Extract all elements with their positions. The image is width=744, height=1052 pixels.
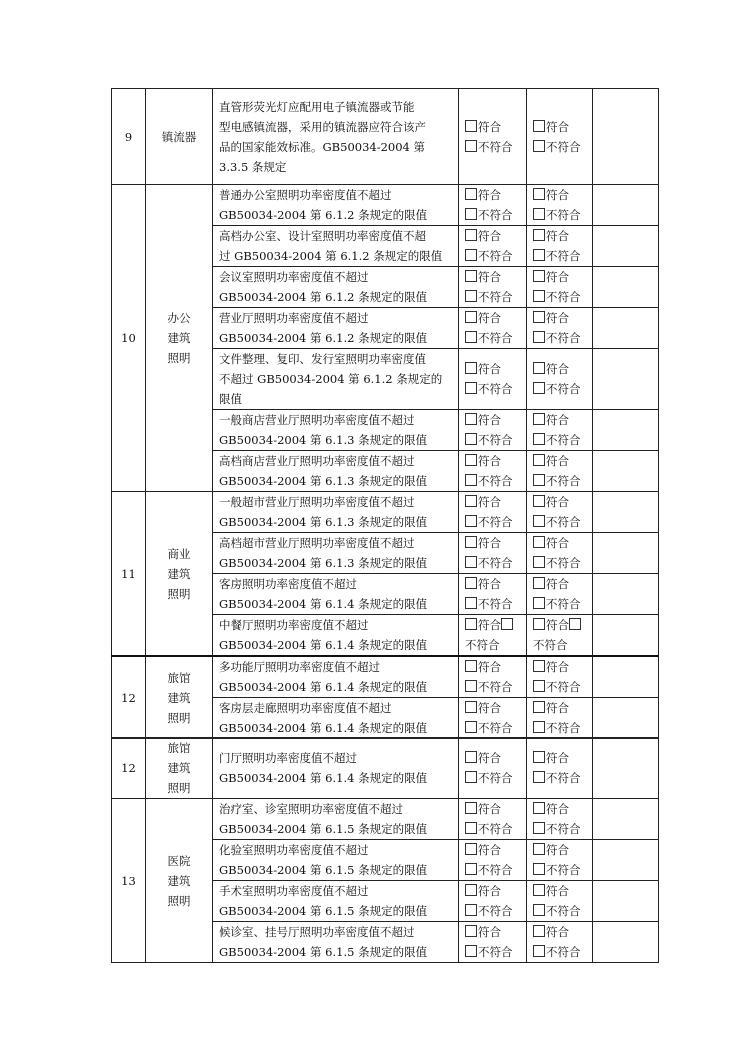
requirement-cell: 一般商店营业厅照明功率密度值不超过 GB50034-2004 第 6.1.3 条规定的限值 (213, 410, 459, 451)
pass-checkbox[interactable]: 符合 (533, 840, 592, 860)
fail-checkbox[interactable]: 不符合 (533, 594, 592, 614)
pass-checkbox[interactable]: 符合 (465, 117, 526, 137)
fail-checkbox[interactable]: 不符合 (533, 677, 592, 697)
requirement-cell: 候诊室、挂号厅照明功率密度值不超过 GB50034-2004 第 6.1.5 条规定的限值 (213, 922, 459, 963)
fail-checkbox[interactable]: 不符合 (533, 328, 592, 348)
check-cell-b (527, 881, 593, 922)
requirement-cell: 手术室照明功率密度值不超过 GB50034-2004 第 6.1.5 条规定的限值 (213, 881, 459, 922)
check-cell-b (527, 226, 593, 267)
fail-checkbox[interactable]: 不符合 (533, 430, 592, 450)
check-cell-b (527, 799, 593, 840)
remark-cell (593, 89, 659, 185)
remark-cell (593, 840, 659, 881)
fail-checkbox[interactable]: 不符合 (533, 287, 592, 307)
fail-checkbox[interactable]: 不符合 (465, 942, 526, 962)
check-cell-b (527, 89, 593, 185)
check-cell-b (527, 308, 593, 349)
category-cell: 旅馆 建筑 照明 (146, 656, 213, 739)
pass-checkbox[interactable]: 符合 (465, 185, 526, 205)
check-cell-b (527, 185, 593, 226)
pass-checkbox[interactable]: 符合 (465, 451, 526, 471)
fail-checkbox[interactable] (569, 618, 581, 630)
fail-checkbox[interactable]: 不符合 (465, 287, 526, 307)
remark-cell (593, 922, 659, 963)
remark-cell (593, 738, 659, 799)
fail-checkbox[interactable]: 不符合 (465, 379, 526, 399)
pass-checkbox[interactable]: 符合 (533, 748, 592, 768)
remark-cell (593, 185, 659, 226)
category-cell: 旅馆 建筑 照明 (146, 738, 213, 799)
fail-checkbox[interactable]: 不符合 (533, 553, 592, 573)
check-cell-a (459, 799, 527, 840)
requirement-cell: 直管形荧光灯应配用电子镇流器或节能 型电感镇流器，采用的镇流器应符合该产 品的国家能效标准。GB50034-2004 第 3.3.5 条规定 (213, 89, 459, 185)
fail-checkbox[interactable]: 不符合 (465, 246, 526, 266)
pass-checkbox[interactable]: 符合 (533, 267, 592, 287)
check-cell-b: 符合 不符合 (527, 615, 593, 657)
pass-checkbox[interactable]: 符合 (465, 840, 526, 860)
pass-checkbox[interactable]: 符合 (465, 922, 526, 942)
check-cell-a (459, 840, 527, 881)
pass-checkbox[interactable]: 符合 (465, 698, 526, 718)
category-cell: 医院 建筑 照明 (146, 799, 213, 963)
pass-checkbox[interactable]: 符合 (465, 618, 501, 632)
requirement-cell: 文件整理、复印、发行室照明功率密度值 不超过 GB50034-2004 第 6.1.2 条规定的 限值 (213, 349, 459, 410)
pass-checkbox[interactable]: 符合 (533, 922, 592, 942)
row-number: 10 (112, 185, 146, 492)
table-row-9 (112, 89, 659, 185)
check-cell-b (527, 349, 593, 410)
remark-cell (593, 656, 659, 698)
pass-checkbox[interactable]: 符合 (465, 748, 526, 768)
check-cell-a (459, 89, 527, 185)
pass-checkbox[interactable]: 符合 (533, 533, 592, 553)
requirement-cell: 化验室照明功率密度值不超过 GB50034-2004 第 6.1.5 条规定的限值 (213, 840, 459, 881)
compliance-table-2 (111, 737, 659, 963)
remark-cell (593, 881, 659, 922)
check-cell-b (527, 698, 593, 739)
requirement-cell: 营业厅照明功率密度值不超过 GB50034-2004 第 6.1.2 条规定的限值 (213, 308, 459, 349)
check-cell-b (527, 451, 593, 492)
compliance-table-1 (111, 88, 659, 739)
category-cell: 办公 建筑 照明 (146, 185, 213, 492)
fail-checkbox[interactable]: 不符合 (533, 768, 592, 788)
pass-checkbox[interactable]: 符合 (465, 359, 526, 379)
requirement-cell: 客房照明功率密度值不超过 GB50034-2004 第 6.1.4 条规定的限值 (213, 574, 459, 615)
requirement-cell: 高档办公室、设计室照明功率密度值不超 过 GB50034-2004 第 6.1.2 条规定的限值 (213, 226, 459, 267)
check-cell-b (527, 840, 593, 881)
check-cell-a (459, 656, 527, 698)
requirement-cell: 一般超市营业厅照明功率密度值不超过 GB50034-2004 第 6.1.3 条规定的限值 (213, 492, 459, 533)
pass-checkbox[interactable]: 符合 (465, 657, 526, 677)
pass-checkbox[interactable]: 符合 (465, 410, 526, 430)
check-cell-a (459, 185, 527, 226)
pass-checkbox[interactable]: 符合 (465, 267, 526, 287)
check-cell-a (459, 881, 527, 922)
pass-checkbox[interactable]: 符合 (533, 657, 592, 677)
pass-checkbox[interactable]: 符合 (465, 574, 526, 594)
fail-checkbox[interactable]: 不符合 (465, 553, 526, 573)
fail-checkbox[interactable]: 不符合 (465, 860, 526, 880)
pass-checkbox[interactable]: 符合 (465, 799, 526, 819)
fail-checkbox[interactable]: 不符合 (465, 205, 526, 225)
pass-checkbox[interactable]: 符合 (533, 799, 592, 819)
pass-checkbox[interactable]: 符合 (533, 698, 592, 718)
remark-cell (593, 267, 659, 308)
pass-checkbox[interactable]: 符合 (465, 308, 526, 328)
table-row (112, 185, 659, 226)
fail-checkbox[interactable]: 不符合 (465, 718, 526, 738)
fail-checkbox[interactable]: 不符合 (465, 594, 526, 614)
pass-checkbox[interactable]: 符合 (533, 574, 592, 594)
check-cell-a (459, 492, 527, 533)
check-cell-b (527, 922, 593, 963)
pass-checkbox[interactable]: 符合 (533, 359, 592, 379)
remark-cell (593, 533, 659, 574)
fail-checkbox[interactable]: 不符合 (533, 901, 592, 921)
pass-checkbox[interactable]: 符合 (465, 492, 526, 512)
remark-cell (593, 451, 659, 492)
check-cell-b (527, 574, 593, 615)
table-row (112, 656, 659, 698)
requirement-cell: 客房层走廊照明功率密度值不超过 GB50034-2004 第 6.1.4 条规定的限值 (213, 698, 459, 739)
table-row (112, 799, 659, 840)
row-number: 12 (112, 738, 146, 799)
pass-checkbox[interactable]: 符合 (465, 226, 526, 246)
remark-cell (593, 799, 659, 840)
fail-checkbox[interactable]: 不符合 (465, 471, 526, 491)
check-cell-a (459, 922, 527, 963)
remark-cell (593, 308, 659, 349)
requirement-cell: 治疗室、诊室照明功率密度值不超过 GB50034-2004 第 6.1.5 条规定的限值 (213, 799, 459, 840)
check-cell-b (527, 533, 593, 574)
fail-checkbox[interactable]: 不符合 (533, 718, 592, 738)
fail-checkbox[interactable] (501, 618, 513, 630)
remark-cell (593, 349, 659, 410)
pass-checkbox[interactable]: 符合 (533, 117, 592, 137)
pass-checkbox[interactable]: 符合 (533, 185, 592, 205)
fail-checkbox[interactable]: 不符合 (465, 430, 526, 450)
row-number: 11 (112, 492, 146, 657)
fail-checkbox[interactable]: 不符合 (465, 677, 526, 697)
fail-checkbox[interactable]: 不符合 (533, 205, 592, 225)
pass-checkbox[interactable]: 符合 (533, 492, 592, 512)
check-cell-a (459, 698, 527, 739)
fail-checkbox[interactable]: 不符合 (465, 901, 526, 921)
requirement-cell: 普通办公室照明功率密度值不超过 GB50034-2004 第 6.1.2 条规定的限值 (213, 185, 459, 226)
check-cell-a (459, 451, 527, 492)
check-cell-b (527, 267, 593, 308)
fail-checkbox[interactable]: 不符合 (465, 328, 526, 348)
check-cell-b (527, 656, 593, 698)
pass-checkbox[interactable]: 符合 (465, 533, 526, 553)
check-cell-a (459, 738, 527, 799)
fail-checkbox[interactable]: 不符合 (533, 860, 592, 880)
check-cell-a: 符合 不符合 (459, 615, 527, 657)
requirement-cell: 中餐厅照明功率密度值不超过 GB50034-2004 第 6.1.4 条规定的限值 (213, 615, 459, 657)
check-cell-a (459, 410, 527, 451)
fail-checkbox[interactable]: 不符合 (533, 819, 592, 839)
check-cell-a (459, 308, 527, 349)
row-number: 13 (112, 799, 146, 963)
check-cell-a (459, 349, 527, 410)
requirement-cell: 高档商店营业厅照明功率密度值不超过 GB50034-2004 第 6.1.3 条规定的限值 (213, 451, 459, 492)
fail-checkbox[interactable]: 不符合 (533, 379, 592, 399)
check-cell-b (527, 738, 593, 799)
requirement-cell: 会议室照明功率密度值不超过 GB50034-2004 第 6.1.2 条规定的限值 (213, 267, 459, 308)
requirement-cell: 高档超市营业厅照明功率密度值不超过 GB50034-2004 第 6.1.3 条规定的限值 (213, 533, 459, 574)
remark-cell (593, 615, 659, 657)
pass-checkbox[interactable]: 符合 (533, 618, 569, 632)
fail-checkbox[interactable]: 不符合 (465, 512, 526, 532)
pass-checkbox[interactable]: 符合 (533, 226, 592, 246)
fail-checkbox[interactable]: 不符合 (533, 471, 592, 491)
table-row (112, 492, 659, 533)
remark-cell (593, 698, 659, 739)
fail-checkbox[interactable]: 不符合 (465, 768, 526, 788)
pass-checkbox[interactable]: 符合 (533, 308, 592, 328)
check-cell-b (527, 492, 593, 533)
requirement-cell: 多功能厅照明功率密度值不超过 GB50034-2004 第 6.1.4 条规定的限值 (213, 656, 459, 698)
remark-cell (593, 492, 659, 533)
row-number: 12 (112, 656, 146, 739)
fail-checkbox[interactable]: 不符合 (533, 942, 592, 962)
fail-checkbox[interactable]: 不符合 (533, 137, 592, 157)
remark-cell (593, 574, 659, 615)
pass-checkbox[interactable]: 符合 (533, 451, 592, 471)
check-cell-a (459, 533, 527, 574)
fail-checkbox[interactable]: 不符合 (533, 512, 592, 532)
fail-checkbox[interactable]: 不符合 (465, 819, 526, 839)
pass-checkbox[interactable]: 符合 (533, 410, 592, 430)
row-number: 9 (112, 89, 146, 185)
remark-cell (593, 410, 659, 451)
table-row (112, 738, 659, 799)
fail-checkbox[interactable]: 不符合 (533, 246, 592, 266)
pass-checkbox[interactable]: 符合 (533, 881, 592, 901)
category-cell: 商业 建筑 照明 (146, 492, 213, 657)
requirement-cell: 门厅照明功率密度值不超过 GB50034-2004 第 6.1.4 条规定的限值 (213, 738, 459, 799)
remark-cell (593, 226, 659, 267)
fail-checkbox[interactable]: 不符合 (465, 137, 526, 157)
check-cell-a (459, 574, 527, 615)
pass-checkbox[interactable]: 符合 (465, 881, 526, 901)
check-cell-b (527, 410, 593, 451)
check-cell-a (459, 226, 527, 267)
category-cell: 镇流器 (146, 89, 213, 185)
check-cell-a (459, 267, 527, 308)
